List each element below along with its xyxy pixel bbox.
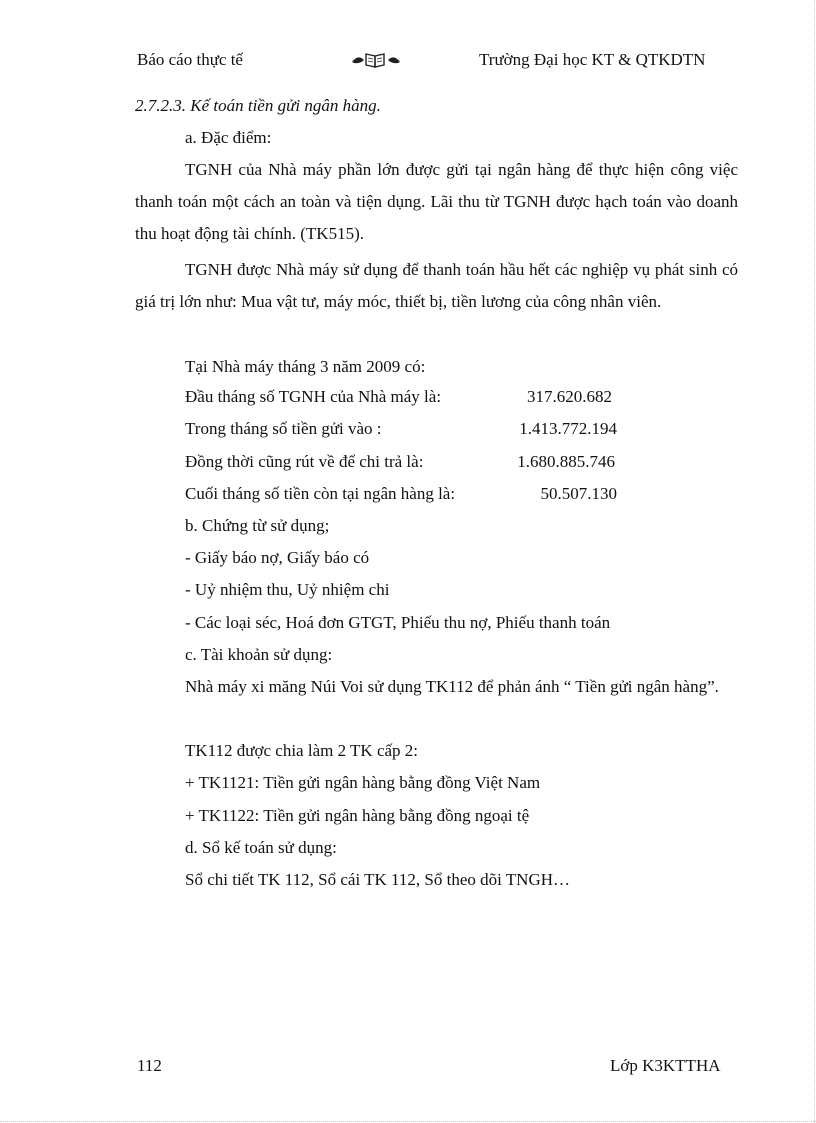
page-edge-bottom bbox=[0, 1121, 816, 1122]
figure-value-withdrawals: 1.680.885.746 bbox=[517, 452, 615, 471]
part-c-paragraph: Nhà máy xi măng Núi Voi sử dụng TK112 để phản ánh “ Tiền gửi ngân hàng”. bbox=[185, 677, 719, 696]
part-b-title: b. Chứng từ sử dụng; bbox=[185, 516, 330, 535]
header-left: Báo cáo thực tế bbox=[137, 50, 243, 69]
book-ornament-icon bbox=[350, 50, 402, 75]
part-c-account-2: + TK1122: Tiền gửi ngân hàng bằng đồng ngoại tệ bbox=[185, 806, 530, 825]
figure-label-deposits: Trong tháng số tiền gửi vào : bbox=[185, 419, 382, 438]
part-a-paragraph-2: TGNH được Nhà máy sử dụng để thanh toán hầu hết các nghiệp vụ phát sinh có giá trị lớn như: Mua vật tư, máy móc, thiết bị, tiền lương của công nhân viên. bbox=[135, 260, 738, 311]
part-c-account-1: + TK1121: Tiền gửi ngân hàng bằng đồng Việt Nam bbox=[185, 773, 541, 792]
page-number: 112 bbox=[137, 1056, 162, 1075]
part-d-title: d. Sổ kế toán sử dụng: bbox=[185, 838, 337, 857]
footer-class-name: Lớp K3KTTHA bbox=[610, 1056, 721, 1075]
section-title: 2.7.2.3. Kế toán tiền gửi ngân hàng. bbox=[135, 96, 381, 115]
part-c-title: c. Tài khoản sử dụng: bbox=[185, 645, 333, 664]
page-edge-right bbox=[814, 0, 815, 1123]
part-b-item-2: - Uỷ nhiệm thu, Uỷ nhiệm chi bbox=[185, 580, 390, 599]
part-d-text: Sổ chi tiết TK 112, Sổ cái TK 112, Sổ theo dõi TNGH… bbox=[185, 870, 571, 889]
part-c-sub-intro: TK112 được chia làm 2 TK cấp 2: bbox=[185, 741, 419, 760]
part-a-intro: Tại Nhà máy tháng 3 năm 2009 có: bbox=[185, 357, 426, 376]
figure-label-closing: Cuối tháng số tiền còn tại ngân hàng là: bbox=[185, 484, 456, 503]
figure-value-closing: 50.507.130 bbox=[540, 484, 617, 503]
figure-label-withdrawals: Đồng thời cũng rút về để chi trả là: bbox=[185, 452, 424, 471]
figure-label-opening: Đầu tháng số TGNH của Nhà máy là: bbox=[185, 387, 442, 406]
part-b-item-3: - Các loại séc, Hoá đơn GTGT, Phiếu thu nợ, Phiếu thanh toán bbox=[185, 613, 611, 632]
part-a-title: a. Đặc điểm: bbox=[185, 128, 272, 147]
figure-value-deposits: 1.413.772.194 bbox=[519, 419, 617, 438]
part-a-paragraph-1: TGNH của Nhà máy phần lớn được gửi tại ngân hàng để thực hiện công việc thanh toán một cách an toàn và tiện dụng. Lãi thu từ TGNH được hạch toán vào doanh thu hoạt động tài chính. (TK515). bbox=[135, 160, 738, 243]
header-right: Trường Đại học KT & QTKDTN bbox=[479, 50, 706, 69]
part-b-item-1: - Giấy báo nợ, Giấy báo có bbox=[185, 548, 370, 567]
figure-value-opening: 317.620.682 bbox=[527, 387, 612, 406]
